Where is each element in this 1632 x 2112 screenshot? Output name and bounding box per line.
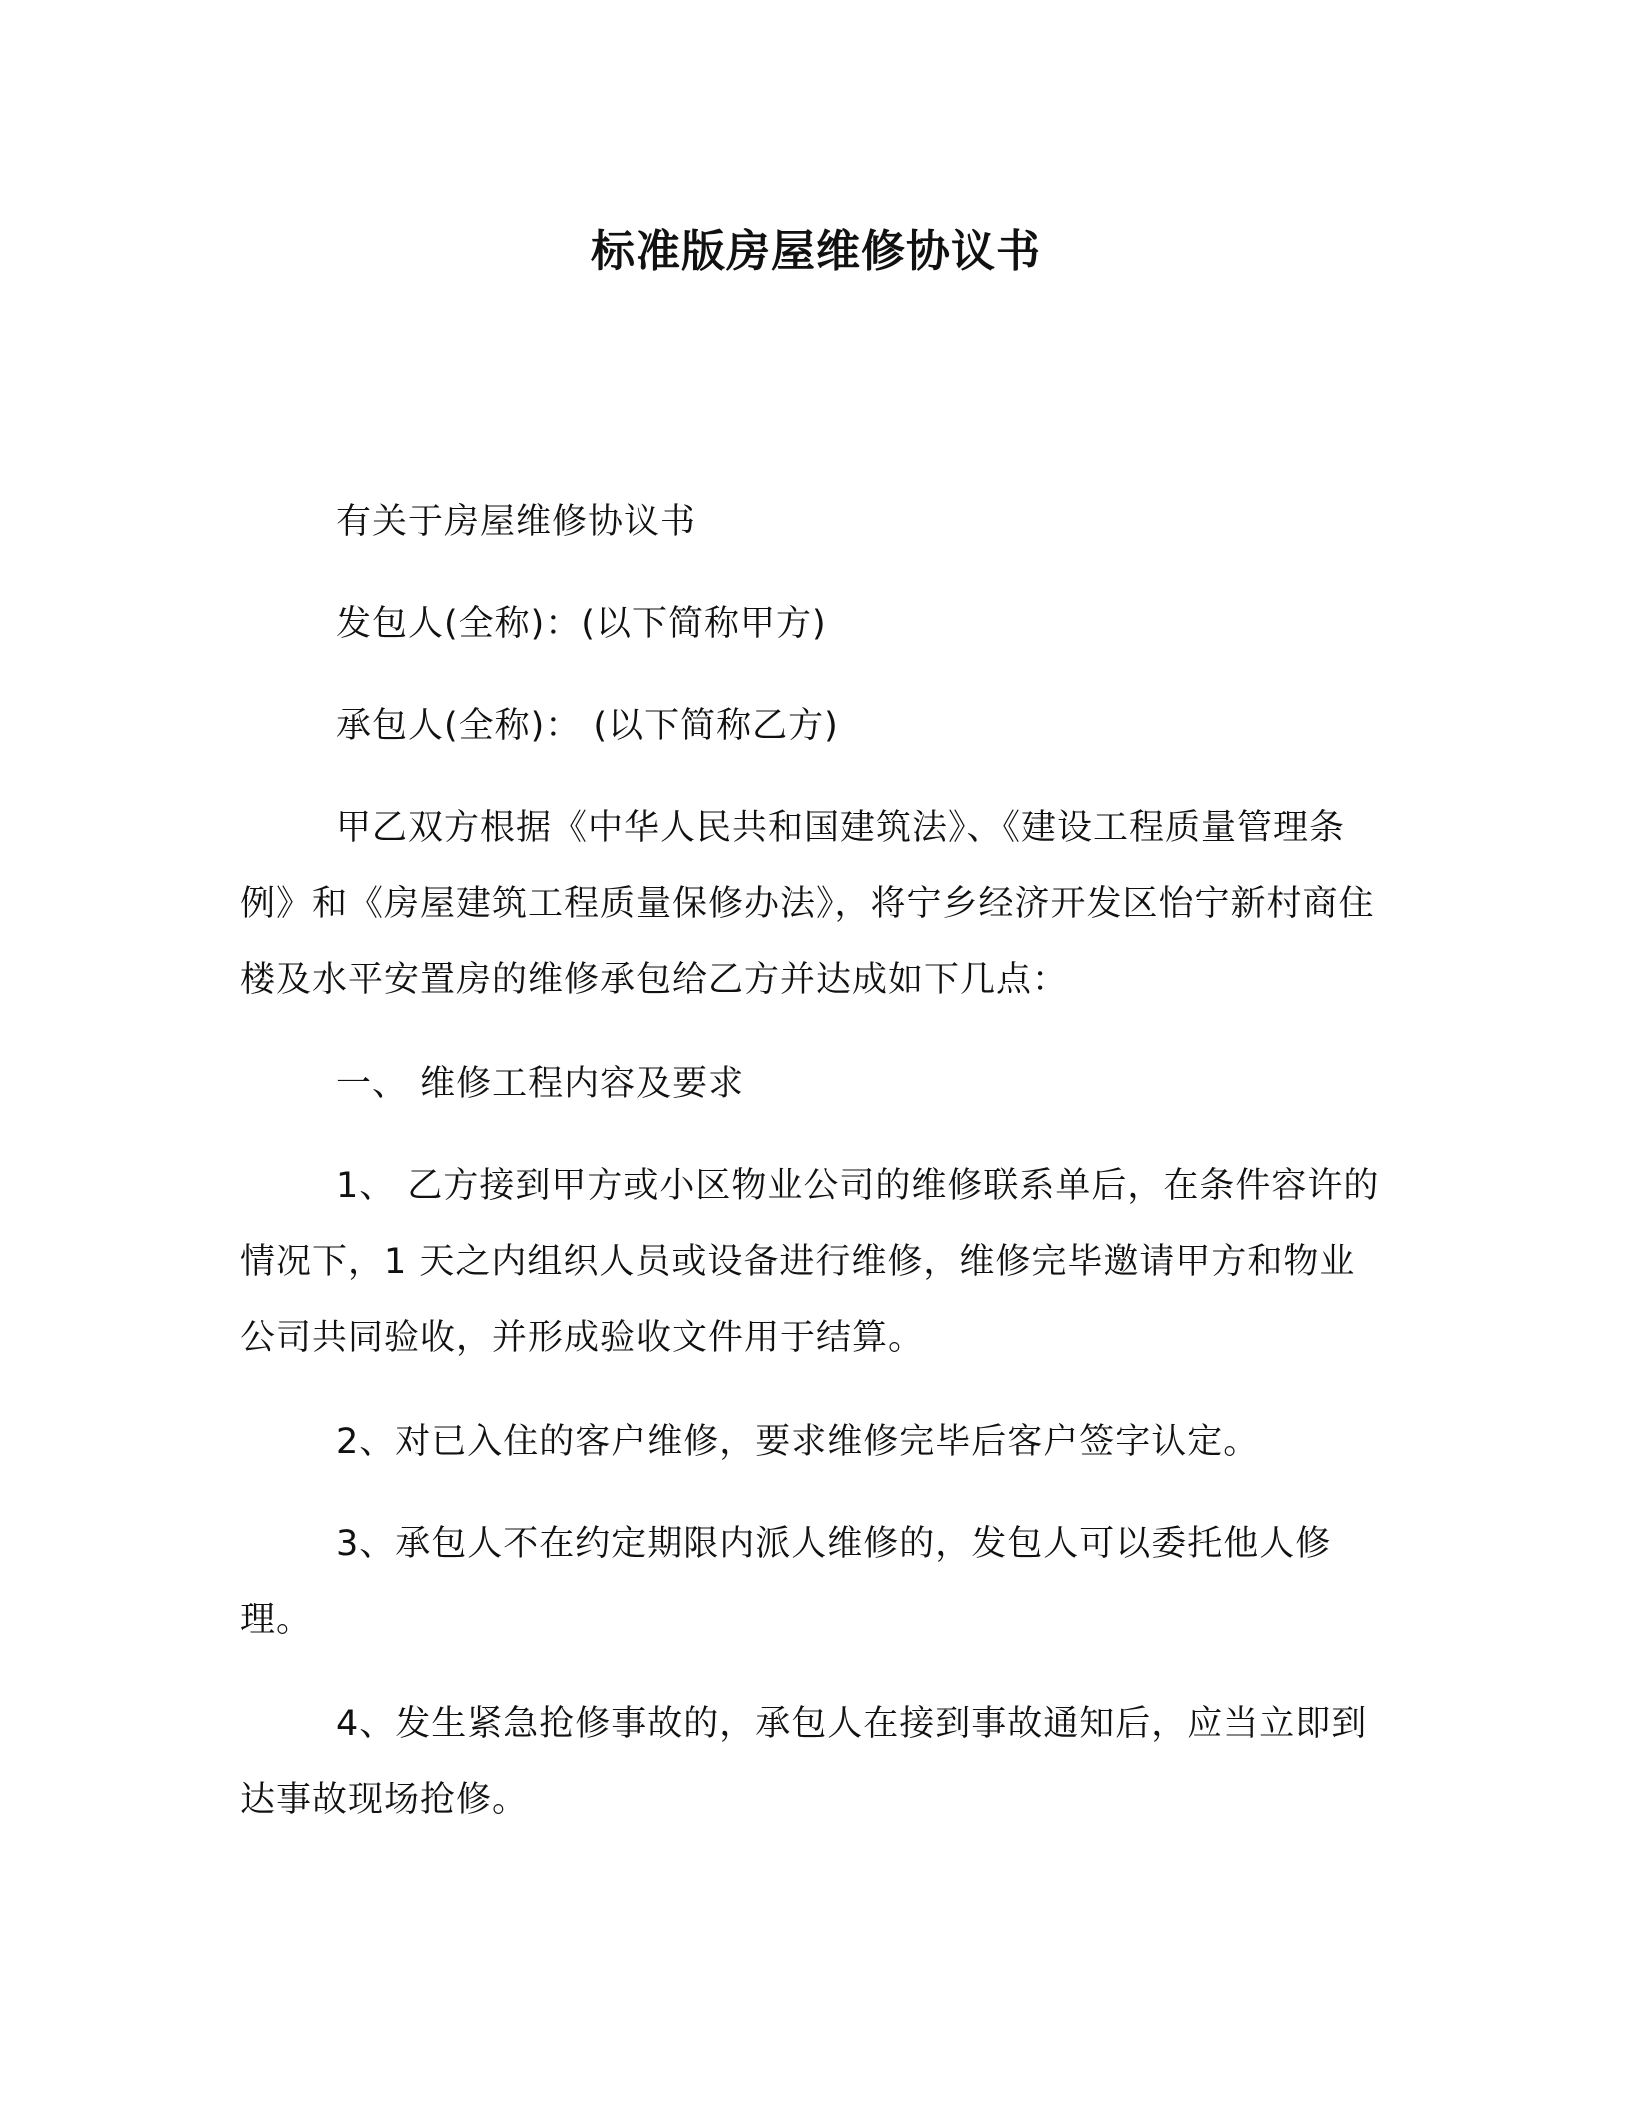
clause-4: 4、发生紧急抢修事故的，承包人在接到事故通知后，应当立即到达事故现场抢修。 bbox=[240, 1704, 1368, 1820]
clause-2: 2、对已入住的客户维修，要求维修完毕后客户签字认定。 bbox=[336, 1422, 1260, 1462]
paragraph-preamble: 甲乙双方根据《中华人民共和国建筑法》、《建设工程质量管理条例》和《房屋建筑工程质量保修办法》，将宁乡经济开发区怡宁新村商住楼及水平安置房的维修承包给乙方并达成如下几点： bbox=[240, 808, 1375, 1000]
paragraph-party-b: 承包人(全称)： (以下简称乙方) bbox=[336, 706, 839, 746]
paragraph-party-a: 发包人(全称)：(以下简称甲方) bbox=[336, 604, 827, 644]
document-title: 标准版房屋维修协议书 bbox=[591, 226, 1041, 277]
paragraph-subtitle: 有关于房屋维修协议书 bbox=[336, 502, 697, 542]
clause-1: 1、 乙方接到甲方或小区物业公司的维修联系单后，在条件容许的情况下，1 天之内组织人员或设备进行维修，维修完毕邀请甲方和物业公司共同验收，并形成验收文件用于结算。 bbox=[240, 1166, 1380, 1358]
clause-3: 3、承包人不在约定期限内派人维修的，发包人可以委托他人修理。 bbox=[240, 1524, 1332, 1640]
section-heading-1: 一、 维修工程内容及要求 bbox=[336, 1064, 745, 1104]
